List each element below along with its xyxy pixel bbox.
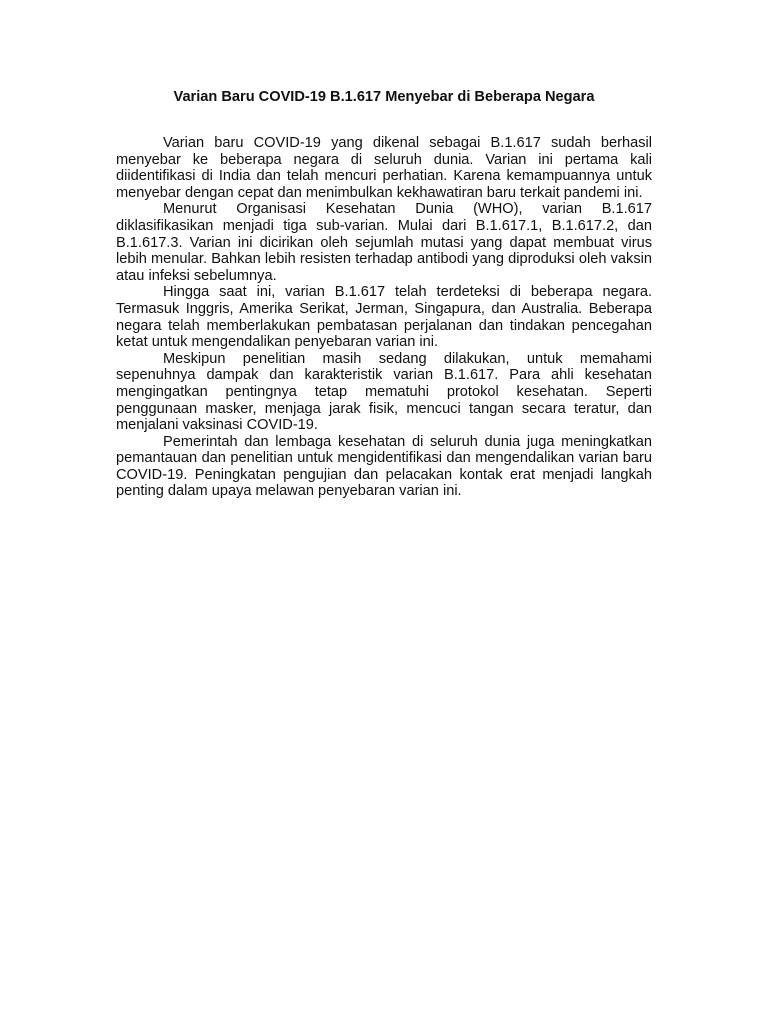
document-body xyxy=(116,135,652,500)
paragraph-5: Pemerintah dan lembaga kesehatan di seluruh dunia juga meningkatkan pemantauan dan penelitian untuk mengidentifikasi dan mengendalikan varian baru COVID-19. Peningkatan pengujian dan pelacakan kontak erat menjadi langkah penting dalam upaya melawan penyebaran varian ini. xyxy=(116,433,652,500)
paragraph-1: Varian baru COVID-19 yang dikenal sebagai B.1.617 sudah berhasil menyebar ke beberapa negara di seluruh dunia. Varian ini pertama kali diidentifikasi di India dan telah mencuri perhatian. Karena kemampuannya untuk menyebar dengan cepat dan menimbulkan kekhawatiran baru terkait pandemi ini. xyxy=(116,135,652,201)
paragraph-2: Menurut Organisasi Kesehatan Dunia (WHO), varian B.1.617 diklasifikasikan menjadi tiga sub-varian. Mulai dari B.1.617.1, B.1.617.2, dan B.1.617.3. Varian ini dicirikan oleh sejumlah mutasi yang dapat membuat virus lebih menular. Bahkan lebih resisten terhadap antibodi yang diproduksi oleh vaksin atau infeksi sebelumnya. xyxy=(116,201,652,284)
paragraph-4: Meskipun penelitian masih sedang dilakukan, untuk memahami sepenuhnya dampak dan karakteristik varian B.1.617. Para ahli kesehatan mengingatkan pentingnya tetap mematuhi protokol kesehatan. Seperti penggunaan masker, menjaga jarak fisik, mencuci tangan secara teratur, dan menjalani vaksinasi COVID-19. xyxy=(116,350,652,434)
paragraph-3: Hingga saat ini, varian B.1.617 telah terdeteksi di beberapa negara. Termasuk Inggris, Amerika Serikat, Jerman, Singapura, dan Australia. Beberapa negara telah memberlakukan pembatasan perjalanan dan tindakan pencegahan ketat untuk mengendalikan penyebaran varian ini. xyxy=(116,284,652,351)
document-title: Varian Baru COVID-19 B.1.617 Menyebar di Beberapa Negara xyxy=(173,89,595,105)
